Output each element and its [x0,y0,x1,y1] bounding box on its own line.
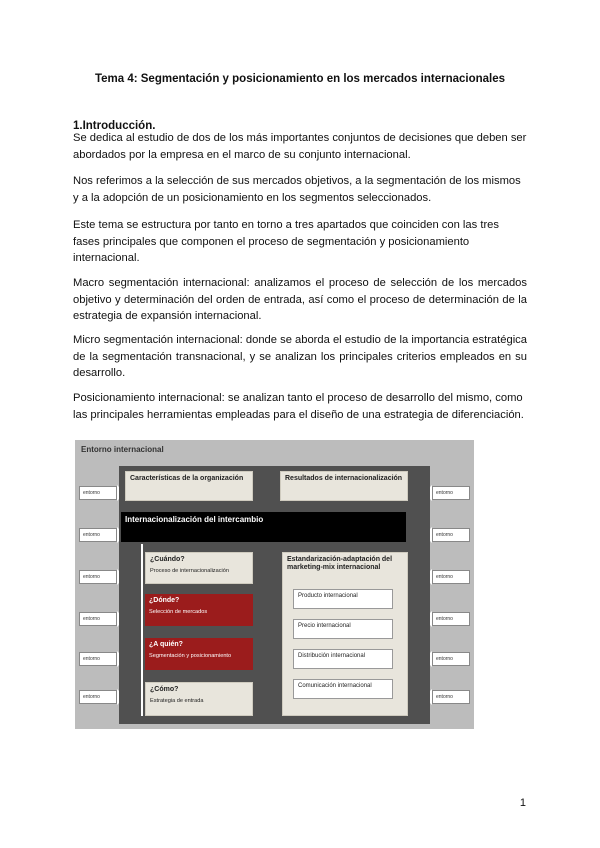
diagram-core [119,466,430,724]
mix-price: Precio internacional [293,619,393,639]
mix-product: Producto internacional [293,589,393,609]
org-characteristics-box [125,471,253,501]
flow-line [141,544,143,716]
section-heading: 1.Introducción. [73,120,156,132]
step-cuando [145,552,253,584]
marketing-mix-panel [282,552,408,716]
mix-distribution: Distribución internacional [293,649,393,669]
internationalization-bar-label: Internacionalización del intercambio [125,515,264,524]
step-a-quien [145,638,253,670]
step-a-quien-desc: Segmentación y posicionamiento [149,652,232,659]
paragraph-5: Micro segmentación internacional: donde se aborda el estudio de la importancia estratégica de la segmentación transnacional, y se analizan los principales criterios empleados en su desarrollo. [73,334,527,379]
internationalization-results-box [280,471,408,501]
paragraph-3: Este tema se estructura por tanto en torno a tres apartados que coinciden con las tres fases principales que componen el proceso de segmentación y posicionamiento internacional. [73,219,499,264]
entorno-left-3: entorno [79,570,117,584]
entorno-right-6: entorno [432,690,470,704]
internationalization-bar [121,512,406,542]
step-como-desc: Estrategia de entrada [150,697,204,704]
entorno-right-5: entorno [432,652,470,666]
step-donde-desc: Selección de mercados [149,608,208,615]
entorno-left-6: entorno [79,690,117,704]
step-donde-question: ¿Dónde? [149,597,180,604]
entorno-left-5: entorno [79,652,117,666]
diagram-title: Entorno internacional [81,445,164,454]
internationalization-results-label: Resultados de internacionalización [285,475,403,482]
step-como [145,682,253,716]
entorno-right-3: entorno [432,570,470,584]
org-characteristics-label: Características de la organización [130,475,244,482]
segmentation-diagram [75,440,474,729]
page-number: 1 [519,797,526,809]
step-como-question: ¿Cómo? [150,686,179,693]
paragraph-6: Posicionamiento internacional: se analizan tanto el proceso de desarrollo del mismo, como las principales herramientas empleadas para el diseño de una estrategia de diferenciación. [73,392,524,421]
step-cuando-question: ¿Cuándo? [150,556,185,563]
mix-communication: Comunicación internacional [293,679,393,699]
step-cuando-desc: Proceso de internacionalización [150,567,229,574]
entorno-left-1: entorno [79,486,117,500]
entorno-right-2: entorno [432,528,470,542]
paragraph-2: Nos referimos a la selección de sus mercados objetivos, a la segmentación de los mismos y a la adopción de un posicionamiento en los segmentos seleccionados. [73,175,521,204]
entorno-left-2: entorno [79,528,117,542]
step-a-quien-question: ¿A quién? [149,641,183,648]
marketing-mix-title: Estandarización-adaptación del marketing-mix internacional [287,556,393,571]
entorno-right-1: entorno [432,486,470,500]
paragraph-1: Se dedica al estudio de dos de los más importantes conjuntos de decisiones que deben ser abordados por la empresa en el marco de su conjunto internacional. [73,132,527,161]
entorno-left-4: entorno [79,612,117,626]
paragraph-4: Macro segmentación internacional: analizamos el proceso de selección de los mercados objetivo y determinación del orden de entrada, así como el proceso de determinación de la estrategia de expansión internacional. [73,277,527,322]
step-donde [145,594,253,626]
entorno-right-4: entorno [432,612,470,626]
page-title: Tema 4: Segmentación y posicionamiento en los mercados internacionales [94,73,506,85]
